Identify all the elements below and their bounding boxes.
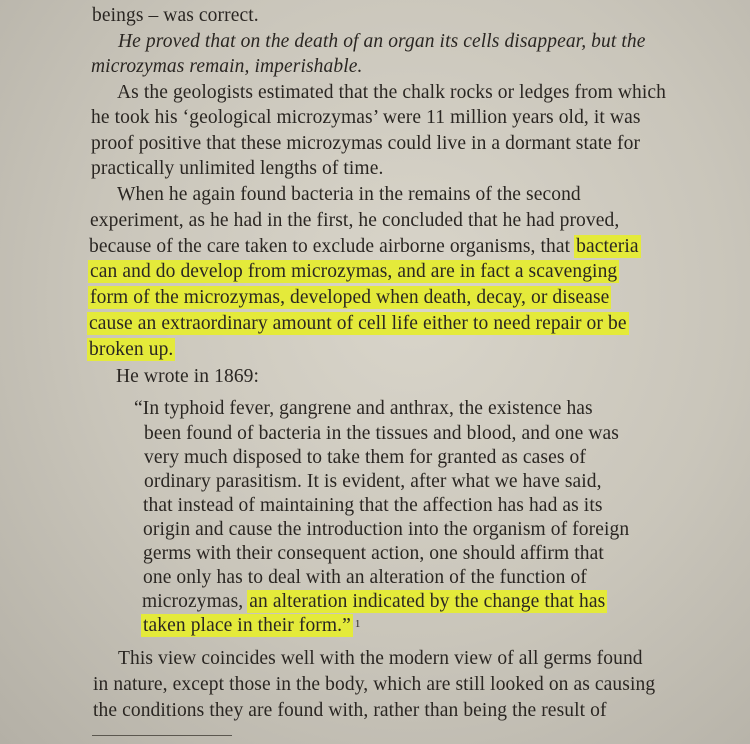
text-line: beings – was correct. [92,5,259,26]
footnote-rule [92,735,232,736]
highlighted-text: taken place in their form.” [143,615,351,636]
text-line [88,312,628,336]
text-line: He proved that on the death of an organ its cells disappear, but the [118,31,646,52]
highlighted-text: broken up. [89,339,174,360]
text-line: When he again found bacteria in the remains of the second [117,184,581,205]
text-line [89,235,640,259]
highlighted-text: can and do develop from microzymas, and are in fact a scavenging [90,261,618,282]
quote-line: germs with their consequent action, one should affirm that [143,543,604,564]
text-line: This view coincides well with the modern view of all germs found [118,648,643,669]
quote-line: that instead of maintaining that the affection has had as its [143,495,603,516]
quote-line: been found of bacteria in the tissues and blood, and one was [144,423,619,444]
quote-line [142,614,361,638]
highlighted-text: cause an extraordinary amount of cell life either to need repair or be [89,313,627,334]
quote-line: “In typhoid fever, gangrene and anthrax, the existence has [134,398,593,419]
text-line: in nature, except those in the body, which are still looked on as causing [93,674,656,695]
text-line: proof positive that these microzymas could live in a dormant state for [91,133,641,154]
text-segment: because of the care taken to exclude airborne organisms, that [89,236,571,257]
highlighted-text: an alteration indicated by the change that has [249,591,606,612]
text-line [89,286,610,310]
text-line: microzymas remain, imperishable. [91,56,363,77]
text-line: he took his ‘geological microzymas’ were 11 million years old, it was [91,107,641,128]
quote-line [142,590,606,614]
text-line: practically unlimited lengths of time. [91,158,384,179]
text-line: He wrote in 1869: [116,366,260,387]
text-segment: microzymas, [142,591,244,612]
quote-line: one only has to deal with an alteration of the function of [143,567,587,588]
quote-line: origin and cause the introduction into the organism of foreign [143,519,630,540]
footnote-marker: 1 [354,618,361,630]
text-line [88,338,174,362]
quote-line: ordinary parasitism. It is evident, after what we have said, [144,471,602,492]
highlighted-text: bacteria [576,236,639,257]
highlighted-text: form of the microzymas, developed when death, decay, or disease [90,287,610,308]
text-line: the conditions they are found with, rather than being the result of [93,700,607,721]
text-line [89,260,618,284]
text-line: As the geologists estimated that the chalk rocks or ledges from which [117,82,666,103]
quote-line: very much disposed to take them for granted as cases of [144,447,586,468]
text-line: experiment, as he had in the first, he concluded that he had proved, [90,210,620,231]
